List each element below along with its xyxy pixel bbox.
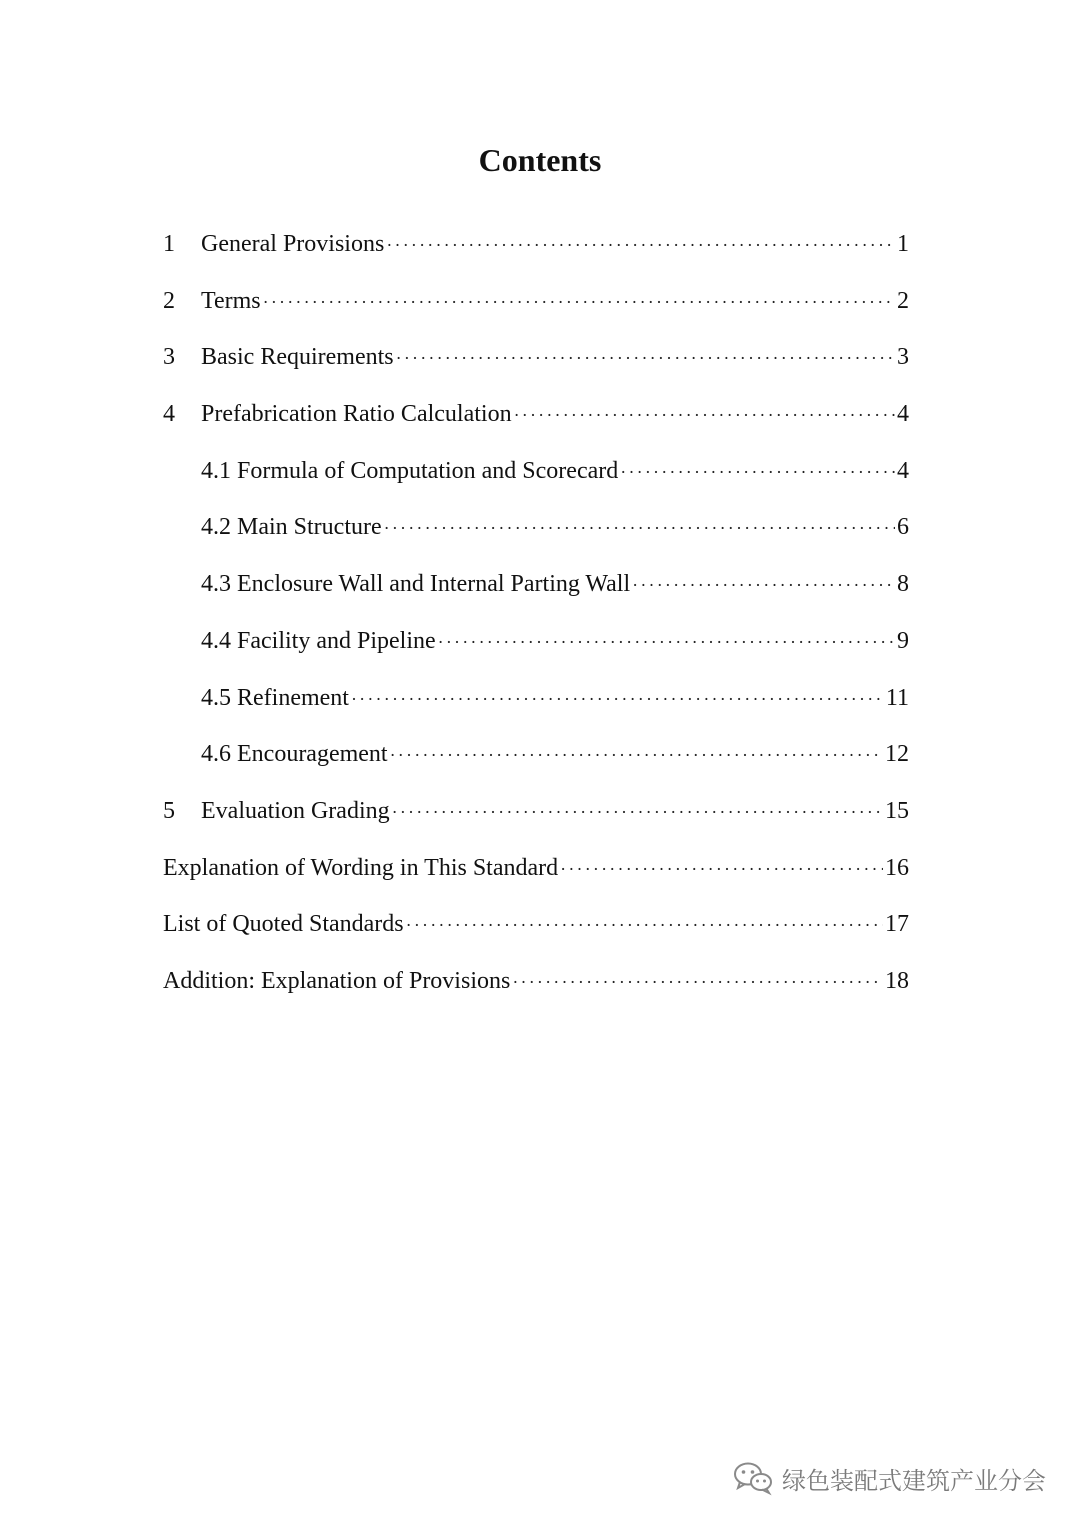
toc-entry-number: 2 [163,287,175,314]
dot-leader [396,340,895,376]
dot-leader [406,907,883,943]
dot-leader [263,284,895,320]
toc-entry-label: 4.5 Refinement [201,684,349,711]
toc-entry-page: 6 [897,514,909,541]
toc-entry-label: 4.2 Main Structure [201,514,382,541]
toc-entry-page: 9 [897,627,909,654]
page-title: Contents [478,142,602,178]
dot-leader [632,567,895,603]
toc-entry[interactable] [163,339,909,396]
toc-entry-label: 4.4 Facility and Pipeline [201,627,436,654]
toc-entry[interactable] [163,963,909,1020]
dot-leader [560,851,883,887]
toc-entry-label: Explanation of Wording in This Standard [163,854,559,881]
toc-entry-page: 4 [897,401,909,428]
toc-entry-label: General Provisions [201,231,385,257]
toc-entry-label: Basic Requirements [201,344,394,371]
watermark-text: 绿色装配式建筑产业分会 [782,1466,1046,1495]
wechat-icon [732,1460,774,1496]
toc-entry-page: 8 [897,571,909,598]
table-of-contents [163,226,909,1020]
dot-leader [512,964,883,1000]
toc-entry-label: 4.3 Enclosure Wall and Internal Parting Wall [201,571,631,598]
toc-entry[interactable] [163,396,909,453]
toc-entry-label: Prefabrication Ratio Calculation [201,401,512,428]
toc-subentry[interactable] [163,623,909,680]
toc-entry[interactable] [163,793,909,850]
dot-leader [390,737,883,773]
toc-entry-label: 4.6 Encouragement [201,741,388,768]
toc-entry-page: 17 [885,911,909,938]
dot-leader [392,794,883,830]
watermark [732,1460,1046,1496]
toc-entry-page: 1 [897,231,909,257]
dot-leader [620,454,895,490]
dot-leader [384,510,895,546]
toc-entry-number: 4 [163,401,175,428]
toc-entry-page: 16 [885,854,909,881]
toc-subentry[interactable] [163,566,909,623]
toc-subentry[interactable] [163,680,909,737]
toc-entry[interactable] [163,906,909,963]
toc-entry-page: 18 [885,967,909,994]
toc-entry[interactable] [163,283,909,340]
toc-entry-number: 5 [163,797,175,824]
toc-entry-number: 3 [163,344,175,371]
toc-entry-page: 2 [897,287,909,314]
toc-entry-page: 15 [885,797,909,824]
toc-subentry[interactable] [163,736,909,793]
toc-entry-label: 4.1 Formula of Computation and Scorecard [201,457,619,484]
toc-entry-label: Evaluation Grading [201,797,390,824]
toc-entry-number: 1 [163,231,175,257]
dot-leader [351,681,884,717]
dot-leader [386,227,895,263]
toc-subentry[interactable] [163,509,909,566]
toc-entry-page: 11 [885,684,909,711]
dot-leader [438,624,895,660]
toc-entry-label: Addition: Explanation of Provisions [163,967,511,994]
toc-entry[interactable] [163,226,909,283]
toc-entry-page: 3 [897,344,909,371]
toc-entry-page: 4 [897,457,909,484]
toc-subentry[interactable] [163,453,909,510]
toc-entry-label: List of Quoted Standards [163,911,404,938]
toc-entry-page: 12 [885,741,909,768]
toc-entry[interactable] [163,850,909,907]
toc-entry-label: Terms [201,287,261,314]
dot-leader [514,397,895,433]
